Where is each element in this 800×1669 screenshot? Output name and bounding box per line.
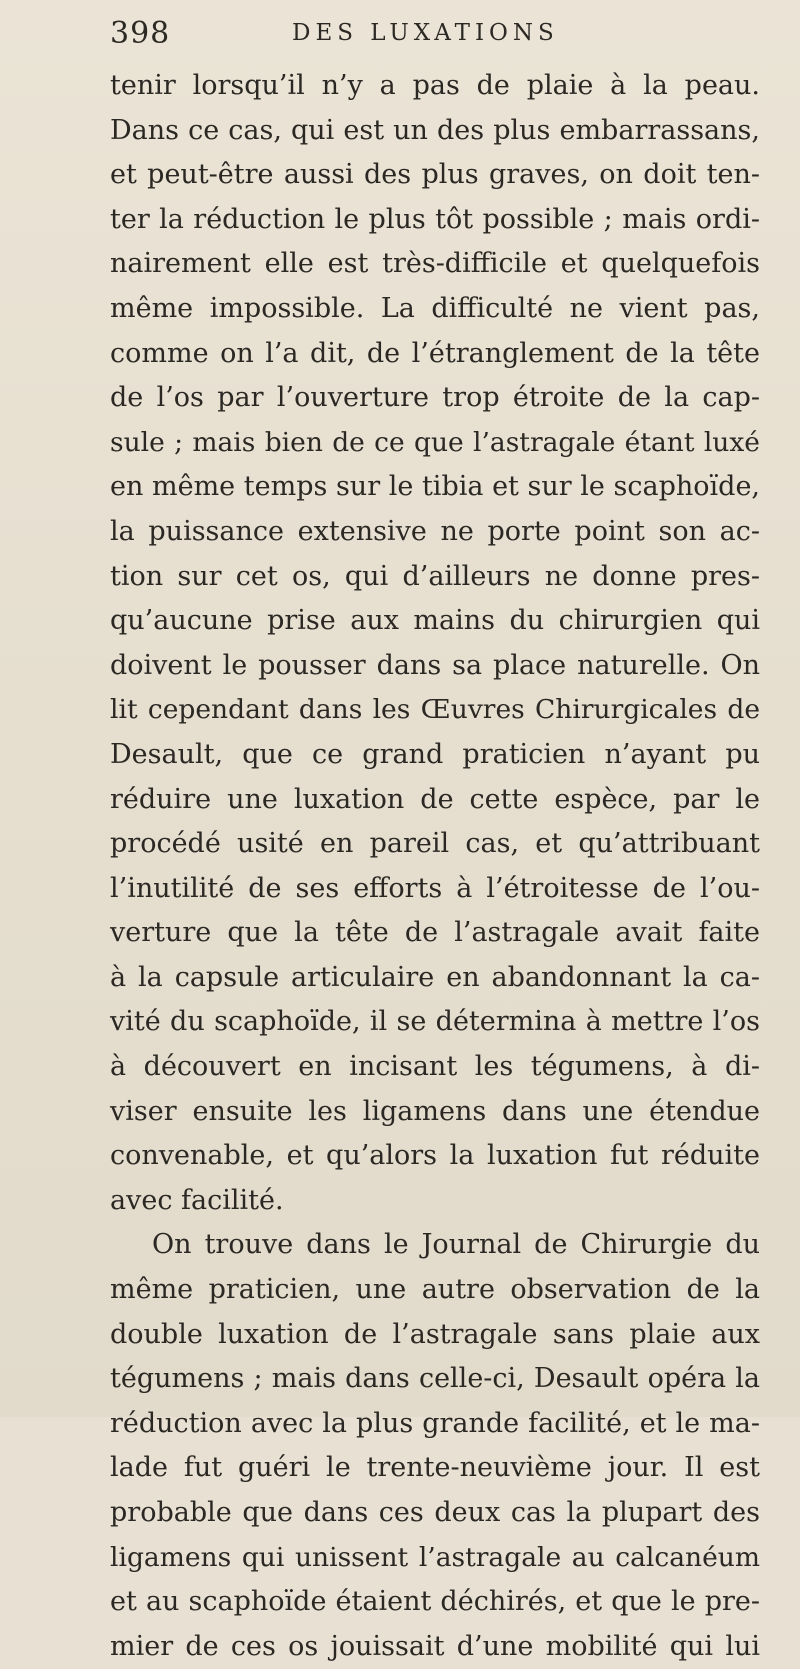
text-line: à découvert en incisant les tégumens, à di-: [110, 1051, 760, 1083]
text-line: la puissance extensive ne porte point son ac-: [110, 515, 760, 547]
text-line: qu’aucune prise aux mains du chirurgien qui: [110, 605, 760, 637]
text-line: sule ; mais bien de ce que l’astragale étant luxé: [110, 426, 760, 458]
text-line: vité du scaphoïde, il se détermina à mettre l’os: [110, 1006, 760, 1038]
text-line: réduire une luxation de cette espèce, par le: [110, 783, 760, 815]
text-line: tenir lorsqu’il n’y a pas de plaie à la peau.: [110, 70, 760, 101]
text-line: et au scaphoïde étaient déchirés, et que le pre-: [110, 1586, 760, 1618]
text-line: tion sur cet os, qui d’ailleurs ne donne pres-: [110, 560, 760, 592]
text-line: mier de ces os jouissait d’une mobilité qui lui: [110, 1630, 760, 1662]
text-line: et peut-être aussi des plus graves, on doit ten-: [110, 159, 760, 191]
text-line: même impossible. La difficulté ne vient pas,: [110, 292, 760, 324]
text-line: verture que la tête de l’astragale avait faite: [110, 917, 760, 949]
running-head: DES LUXATIONS: [292, 20, 559, 46]
text-line: ter la réduction le plus tôt possible ; mais ordi-: [110, 203, 760, 235]
text-line: viser ensuite les ligamens dans une étendue: [110, 1095, 760, 1127]
text-line: l’inutilité de ses efforts à l’étroitesse de l’ou-: [110, 872, 760, 904]
text-line: tégumens ; mais dans celle-ci, Desault opéra la: [110, 1363, 760, 1395]
text-line: convenable, et qu’alors la luxation fut réduite: [110, 1140, 760, 1172]
text-line: même praticien, une autre observation de la: [110, 1274, 760, 1306]
page-header: [110, 14, 730, 54]
text-line: double luxation de l’astragale sans plaie aux: [110, 1318, 760, 1350]
text-line: doivent le pousser dans sa place naturelle. On: [110, 649, 760, 681]
text-line: à la capsule articulaire en abandonnant la ca-: [110, 961, 760, 993]
text-line: procédé usité en pareil cas, et qu’attribuant: [110, 828, 760, 860]
body-text: [110, 64, 760, 1669]
page-number: 398: [110, 16, 171, 51]
text-line: ligamens qui unissent l’astragale au calcanéum: [110, 1541, 760, 1573]
text-line: probable que dans ces deux cas la plupart des: [110, 1497, 760, 1528]
paragraph-end-line: avec facilité.: [110, 1184, 284, 1216]
text-line: comme on l’a dit, de l’étranglement de la tête: [110, 337, 760, 369]
text-line: Desault, que ce grand praticien n’ayant pu: [110, 738, 760, 770]
text-line: en même temps sur le tibia et sur le scaphoïde,: [110, 471, 760, 503]
text-line: réduction avec la plus grande facilité, et le ma-: [110, 1407, 760, 1439]
text-line: lit cependant dans les Œuvres Chirurgicales de: [110, 694, 760, 726]
text-line: Dans ce cas, qui est un des plus embarrassans,: [110, 114, 760, 146]
text-line: lade fut guéri le trente-neuvième jour. Il est: [110, 1452, 760, 1484]
text-line: de l’os par l’ouverture trop étroite de la cap-: [110, 382, 760, 414]
paragraph-start-line: On trouve dans le Journal de Chirurgie du: [152, 1229, 760, 1261]
text-line: nairement elle est très-difficile et quelquefois: [110, 248, 760, 280]
